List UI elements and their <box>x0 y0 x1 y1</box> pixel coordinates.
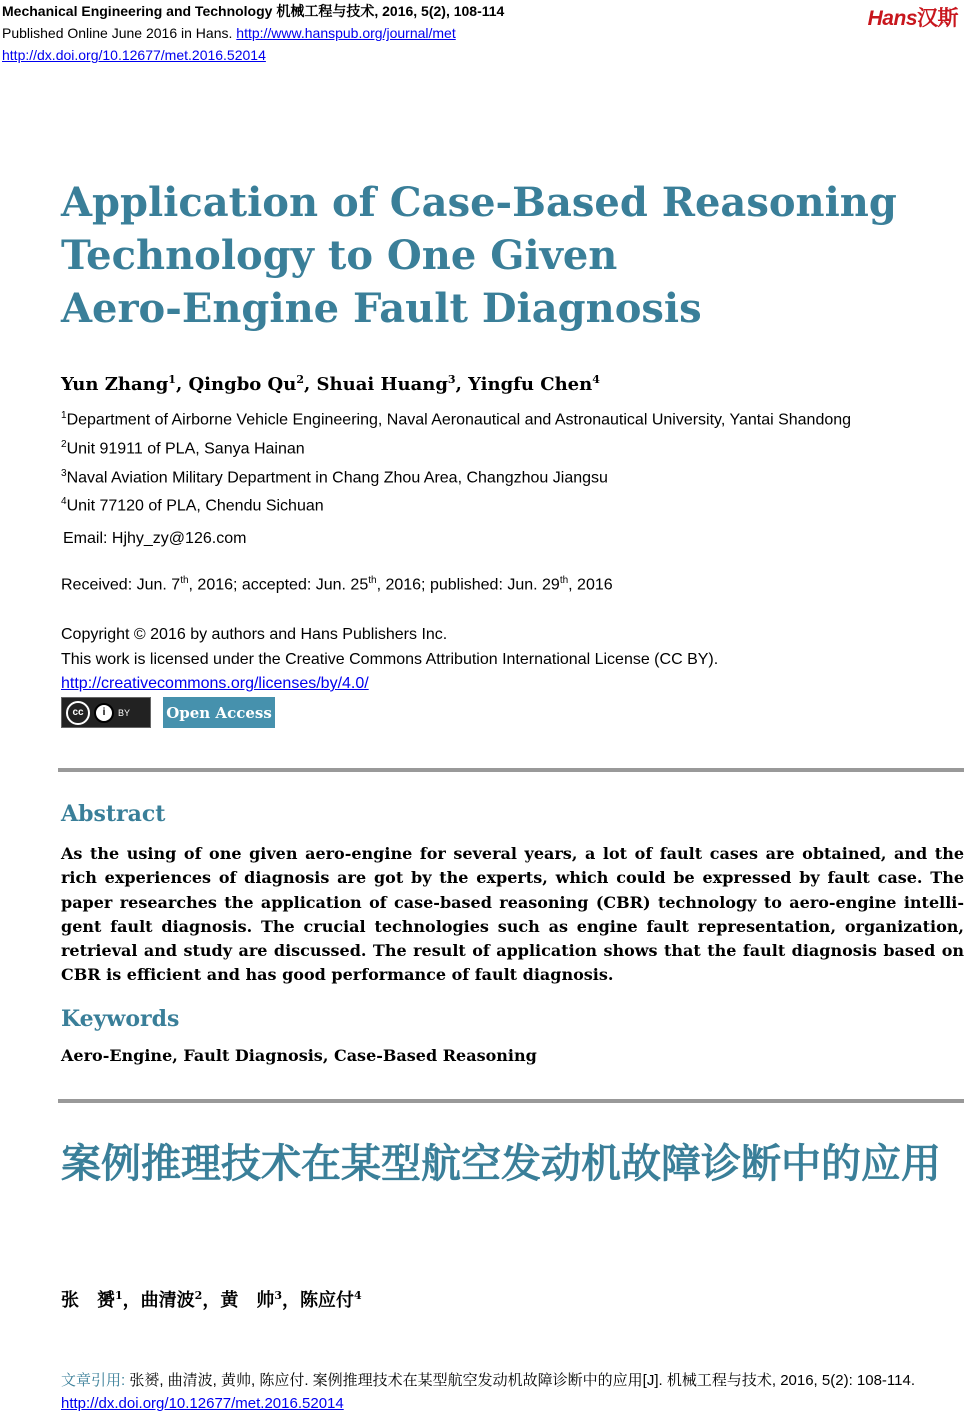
title-line: Aero-Engine Fault Diagnosis <box>61 285 702 332</box>
received-dates: Received: Jun. 7th, 2016; accepted: Jun. 25th, 2016; published: Jun. 29th, 2016 <box>61 575 613 594</box>
logo-latin: Hans <box>867 7 917 30</box>
license-link[interactable]: http://creativecommons.org/licenses/by/4.0/ <box>61 675 369 692</box>
doi-link[interactable]: http://dx.doi.org/10.12677/met.2016.52014 <box>2 47 266 63</box>
author-list: Yun Zhang$^1$, Qingbo Qu$^2$, Shuai Huang$^3$, Yingfu Chen$^4$ <box>61 373 600 395</box>
published-line <box>2 22 504 44</box>
journal-link[interactable]: http://www.hanspub.org/journal/met <box>236 25 456 41</box>
abstract-heading: Abstract <box>61 801 166 827</box>
license-line: This work is licensed under the Creative Commons Attribution International License (CC BY). <box>61 650 719 668</box>
title-line: Application of Case-Based Reasoning <box>61 179 897 226</box>
by-label: BY <box>118 707 131 718</box>
author-sup: 2 <box>296 373 304 386</box>
logo-cn: 汉斯 <box>917 7 958 30</box>
affiliation: $^1$Department of Airborne Vehicle Engineering, Naval Aeronautical and Astronautical University, Yantai Shandong <box>61 410 852 429</box>
citation-doi-link[interactable]: http://dx.doi.org/10.12677/met.2016.52014 <box>61 1395 344 1412</box>
keywords-text: Aero-Engine, Fault Diagnosis, Case-Based Reasoning <box>61 1046 537 1065</box>
journal-name: Mechanical Engineering and Technology 机械工程与技术, 2016, 5(2), 108-114 <box>2 3 505 19</box>
copyright-block <box>61 623 718 697</box>
copyright-line: Copyright © 2016 by authors and Hans Publishers Inc. <box>61 626 448 643</box>
paper-title <box>61 176 941 335</box>
person-icon: i <box>94 703 114 723</box>
open-access-badge[interactable]: Open Access <box>163 697 275 728</box>
author-name: Yun Zhang <box>61 374 169 395</box>
keywords-heading: Keywords <box>61 1006 180 1032</box>
affiliation: $^4$Unit 77120 of PLA, Chendu Sichuan <box>61 496 324 515</box>
author-sup: 3 <box>447 373 456 386</box>
author-sup: 1 <box>168 373 176 386</box>
citation-text: 张赟, 曲清波, 黄帅, 陈应付. 案例推理技术在某型航空发动机故障诊断中的应用[J]. 机械工程与技术, 2016, 5(2): 108-114. <box>129 1372 916 1389</box>
affiliation: $^2$Unit 91911 of PLA, Sanya Hainan <box>61 438 305 458</box>
abstract-text: As the using of one given aero-engine for several years, a lot of fault cases are obtained, and the rich experiences of diagnosis are got by the experts, which could be expressed by fault case. The paper researches the application of case-based reasoning (CBR) technology to aero-engine intelli-gent fault diagnosis. The crucial technologies such as engine fault representation, organization, retrieval and study are discussed. The result of application shows that the fault diagnosis based on CBR is efficient and has good performance of fault diagnosis. <box>61 844 964 985</box>
author-name: Shuai Huang <box>316 374 448 395</box>
author-sup: 4 <box>592 373 600 386</box>
journal-header <box>2 0 504 66</box>
cc-icon: cc <box>66 701 90 725</box>
author-name: Yingfu Chen <box>468 374 593 395</box>
hans-logo <box>868 2 958 32</box>
divider <box>58 768 964 772</box>
citation <box>61 1369 961 1415</box>
email: Email: Hjhy_zy@126.com <box>63 530 247 547</box>
chinese-title: 案例推理技术在某型航空发动机故障诊断中的应用 <box>61 1141 941 1187</box>
affiliation: $^3$Naval Aviation Military Department in Chang Zhou Area, Changzhou Jiangsu <box>61 467 608 486</box>
citation-label: 文章引用: <box>61 1372 130 1389</box>
chinese-author-list: 张 赟$^1$，曲清波$^2$，黄 帅$^3$，陈应付$^4$ <box>61 1289 362 1311</box>
divider <box>58 1099 964 1103</box>
author-name: Qingbo Qu <box>188 374 297 395</box>
title-line: Technology to One Given <box>61 232 618 279</box>
published-prefix: Published Online June 2016 in Hans. <box>2 25 237 41</box>
affiliation-list <box>61 404 921 519</box>
cc-by-badge[interactable] <box>61 697 151 728</box>
